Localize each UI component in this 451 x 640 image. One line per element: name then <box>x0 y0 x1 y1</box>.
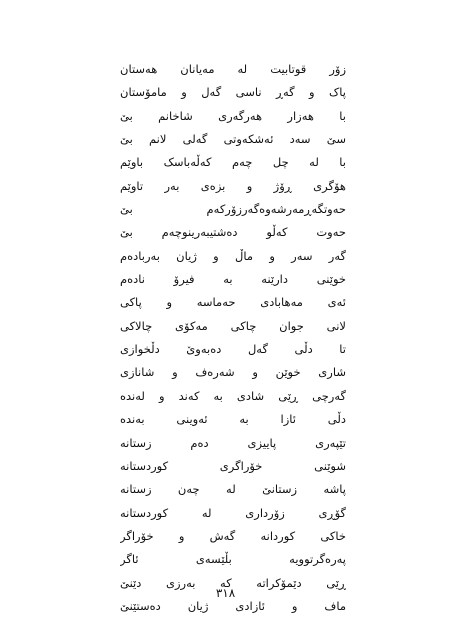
verse-line: گەرچی ڕێی شادی بە کەند و لەندە <box>120 388 346 403</box>
verse-line: گۆڕی زۆرداری لە کوردستانە <box>120 505 346 520</box>
verse-line: شوێنی خۆراگری کوردستانە <box>120 458 346 473</box>
verse-line: ماف و ئازادی ژیان دەستێنێ <box>120 598 346 613</box>
page-number: ٣١٨ <box>215 586 236 600</box>
verse-line: ئەی مەهابادی حەماسە و پاکی <box>120 295 346 310</box>
poem-text <box>120 58 346 618</box>
verse-line: خوێنی دارێنە بە فیرۆ نادەم <box>120 272 346 287</box>
verse-line: پاشە زستانێ لە چەن زستانە <box>120 482 346 497</box>
verse-line: خاکی کوردانە گەش و خۆراگر <box>120 528 346 543</box>
verse-line: دڵی ئازا بە ئەوینی بەندە <box>120 412 346 427</box>
verse-line: گەر سەر و ماڵ و ژیان بەربادەم <box>120 248 346 263</box>
verse-line: تێپەری پاییزی دەم زستانە <box>120 435 346 450</box>
verse-line: حەوت کەڵو دەشتیبەرینوچەم بێ <box>120 225 346 240</box>
verse-line: پەرەگرتوویە بڵێسەی ئاگر <box>120 552 346 567</box>
verse-line: تا دڵی گەل دەبەوێ دڵخوازی <box>120 342 346 357</box>
verse-line: پاک و گەڕ ناسی گەل و مامۆستان <box>120 85 346 100</box>
verse-line: ڕێی دێمۆکراتە کە بەرزی دێنێ <box>120 575 346 590</box>
verse-line: شاری خوێن و شەرەف و شانازی <box>120 365 346 380</box>
verse-line: زۆر قوتابیت لە مەیانان هەستان <box>120 62 346 76</box>
verse-line: لانی جوان چاکی مەکۆی چالاکی <box>120 318 346 333</box>
verse-line: هۆگری ڕۆژ و بزەی بەر تاوێم <box>120 178 346 193</box>
verse-line: با هەزار هەرگەری شاخانم بێ <box>120 108 346 123</box>
verse-line: با لە چل چەم کەڵەباسک باوێم <box>120 155 346 170</box>
verse-line: سێ سەد ئەشکەوتی گەلی لانم بێ <box>120 132 346 147</box>
verse-line: حەوتگەڕمەرشەوەگەرزۆرکەم بێ <box>120 202 346 217</box>
